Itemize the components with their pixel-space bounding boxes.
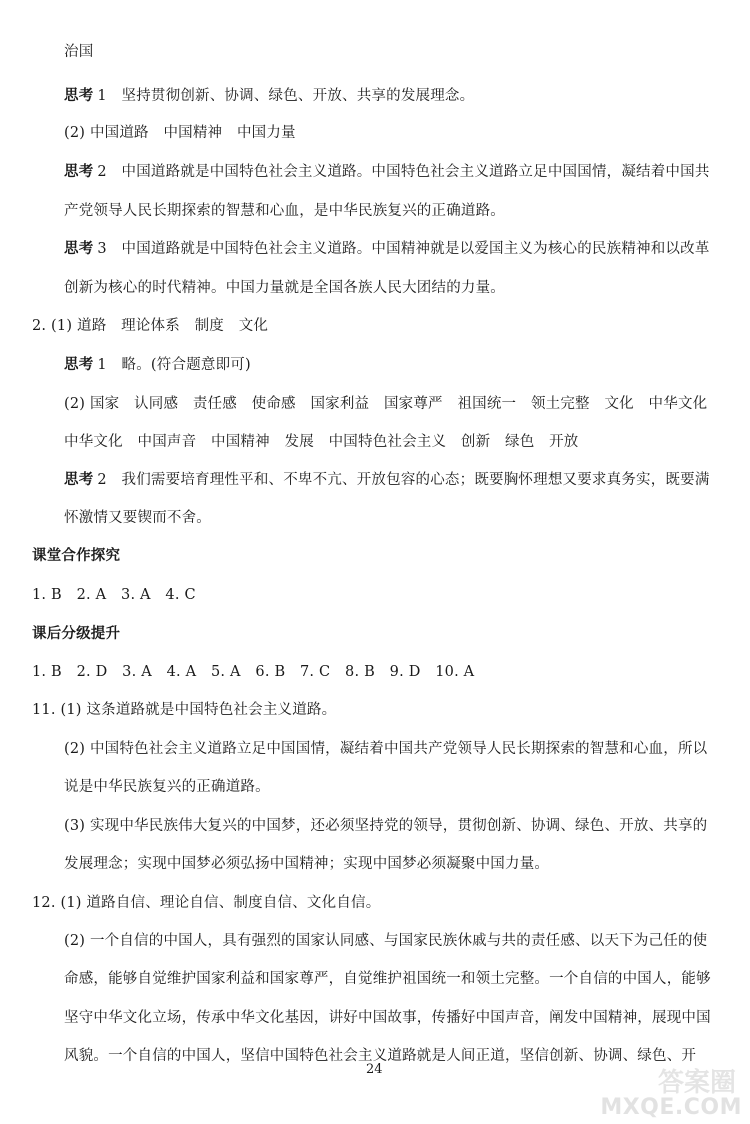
text-line: (3) 实现中华民族伟大复兴的中国梦，还必须坚持党的领导，贯彻创新、协调、绿色、开放、共享的 [64, 818, 708, 834]
think-label: 思考 [64, 241, 94, 257]
think-label: 思考 [64, 472, 94, 488]
text-line: 11. (1) 这条道路就是中国特色社会主义道路。 [32, 702, 337, 718]
think-label: 思考 [64, 164, 94, 180]
text-line: 2. (1) 道路 理论体系 制度 文化 [32, 318, 269, 334]
answer-line: 1. B 2. D 3. A 4. A 5. A 6. B 7. C 8. B 9. D 10. A [32, 664, 475, 680]
think-label: 思考 [64, 88, 94, 104]
text-line: 说是中华民族复兴的正确道路。 [64, 779, 270, 795]
text-line: 治国 [64, 44, 94, 60]
text-line: 产党领导人民长期探索的智慧和心血，是中华民族复兴的正确道路。 [64, 203, 505, 219]
text-line: 创新为核心的时代精神。中国力量就是全国各族人民大团结的力量。 [64, 280, 505, 296]
answer-line: 1. B 2. A 3. A 4. C [32, 587, 196, 603]
section-heading: 课堂合作探究 [32, 548, 121, 564]
watermark-bottom-text: MXQE.COM [600, 1095, 742, 1120]
text-line: 风貌。一个自信的中国人，坚信中国特色社会主义道路就是人间正道，坚信创新、协调、绿色、开 [64, 1048, 697, 1064]
text-line: 12. (1) 道路自信、理论自信、制度自信、文化自信。 [32, 895, 381, 911]
text-line: 发展理念；实现中国梦必须弘扬中国精神；实现中国梦必须凝聚中国力量。 [64, 856, 550, 872]
watermark-logo [592, 1062, 742, 1120]
question-line: 思考 2 我们需要培育理性平和、不卑不亢、开放包容的心态；既要胸怀理想又要求真务实，既要满 [64, 472, 710, 488]
think-label: 思考 [64, 357, 94, 373]
text-line: (2) 中国道路 中国精神 中国力量 [64, 125, 296, 141]
text-line: 坚守中华文化立场，传承中华文化基因，讲好中国故事，传播好中国声音，阐发中国精神，展现中国 [64, 1010, 711, 1026]
text-line: 中华文化 中国声音 中国精神 发展 中国特色社会主义 创新 绿色 开放 [64, 434, 579, 450]
text-line: (2) 中国特色社会主义道路立足中国国情，凝结着中国共产党领导人民长期探索的智慧和心血，所以 [64, 741, 708, 757]
question-line: 思考 3 中国道路就是中国特色社会主义道路。中国精神就是以爱国主义为核心的民族精神和以改革 [64, 241, 710, 257]
text-line: (2) 一个自信的中国人，具有强烈的国家认同感、与国家民族休戚与共的责任感、以天下为己任的使 [64, 933, 708, 949]
question-line: 思考 1 坚持贯彻创新、协调、绿色、开放、共享的发展理念。 [64, 88, 475, 104]
text-line: (2) 国家 认同感 责任感 使命感 国家利益 国家尊严 祖国统一 领土完整 文化 中华文化 [64, 396, 708, 412]
text-line: 怀激情又要锲而不舍。 [64, 510, 211, 526]
section-heading: 课后分级提升 [32, 626, 121, 642]
watermark-top-text: 答案圈 [657, 1068, 736, 1098]
question-line: 思考 2 中国道路就是中国特色社会主义道路。中国特色社会主义道路立足中国国情，凝结着中国共 [64, 164, 710, 180]
page-number: 24 [366, 1062, 383, 1077]
question-line: 思考 1 略。(符合题意即可) [64, 357, 251, 373]
text-line: 命感，能够自觉维护国家利益和国家尊严，自觉维护祖国统一和领土完整。一个自信的中国人，能够 [64, 971, 711, 987]
